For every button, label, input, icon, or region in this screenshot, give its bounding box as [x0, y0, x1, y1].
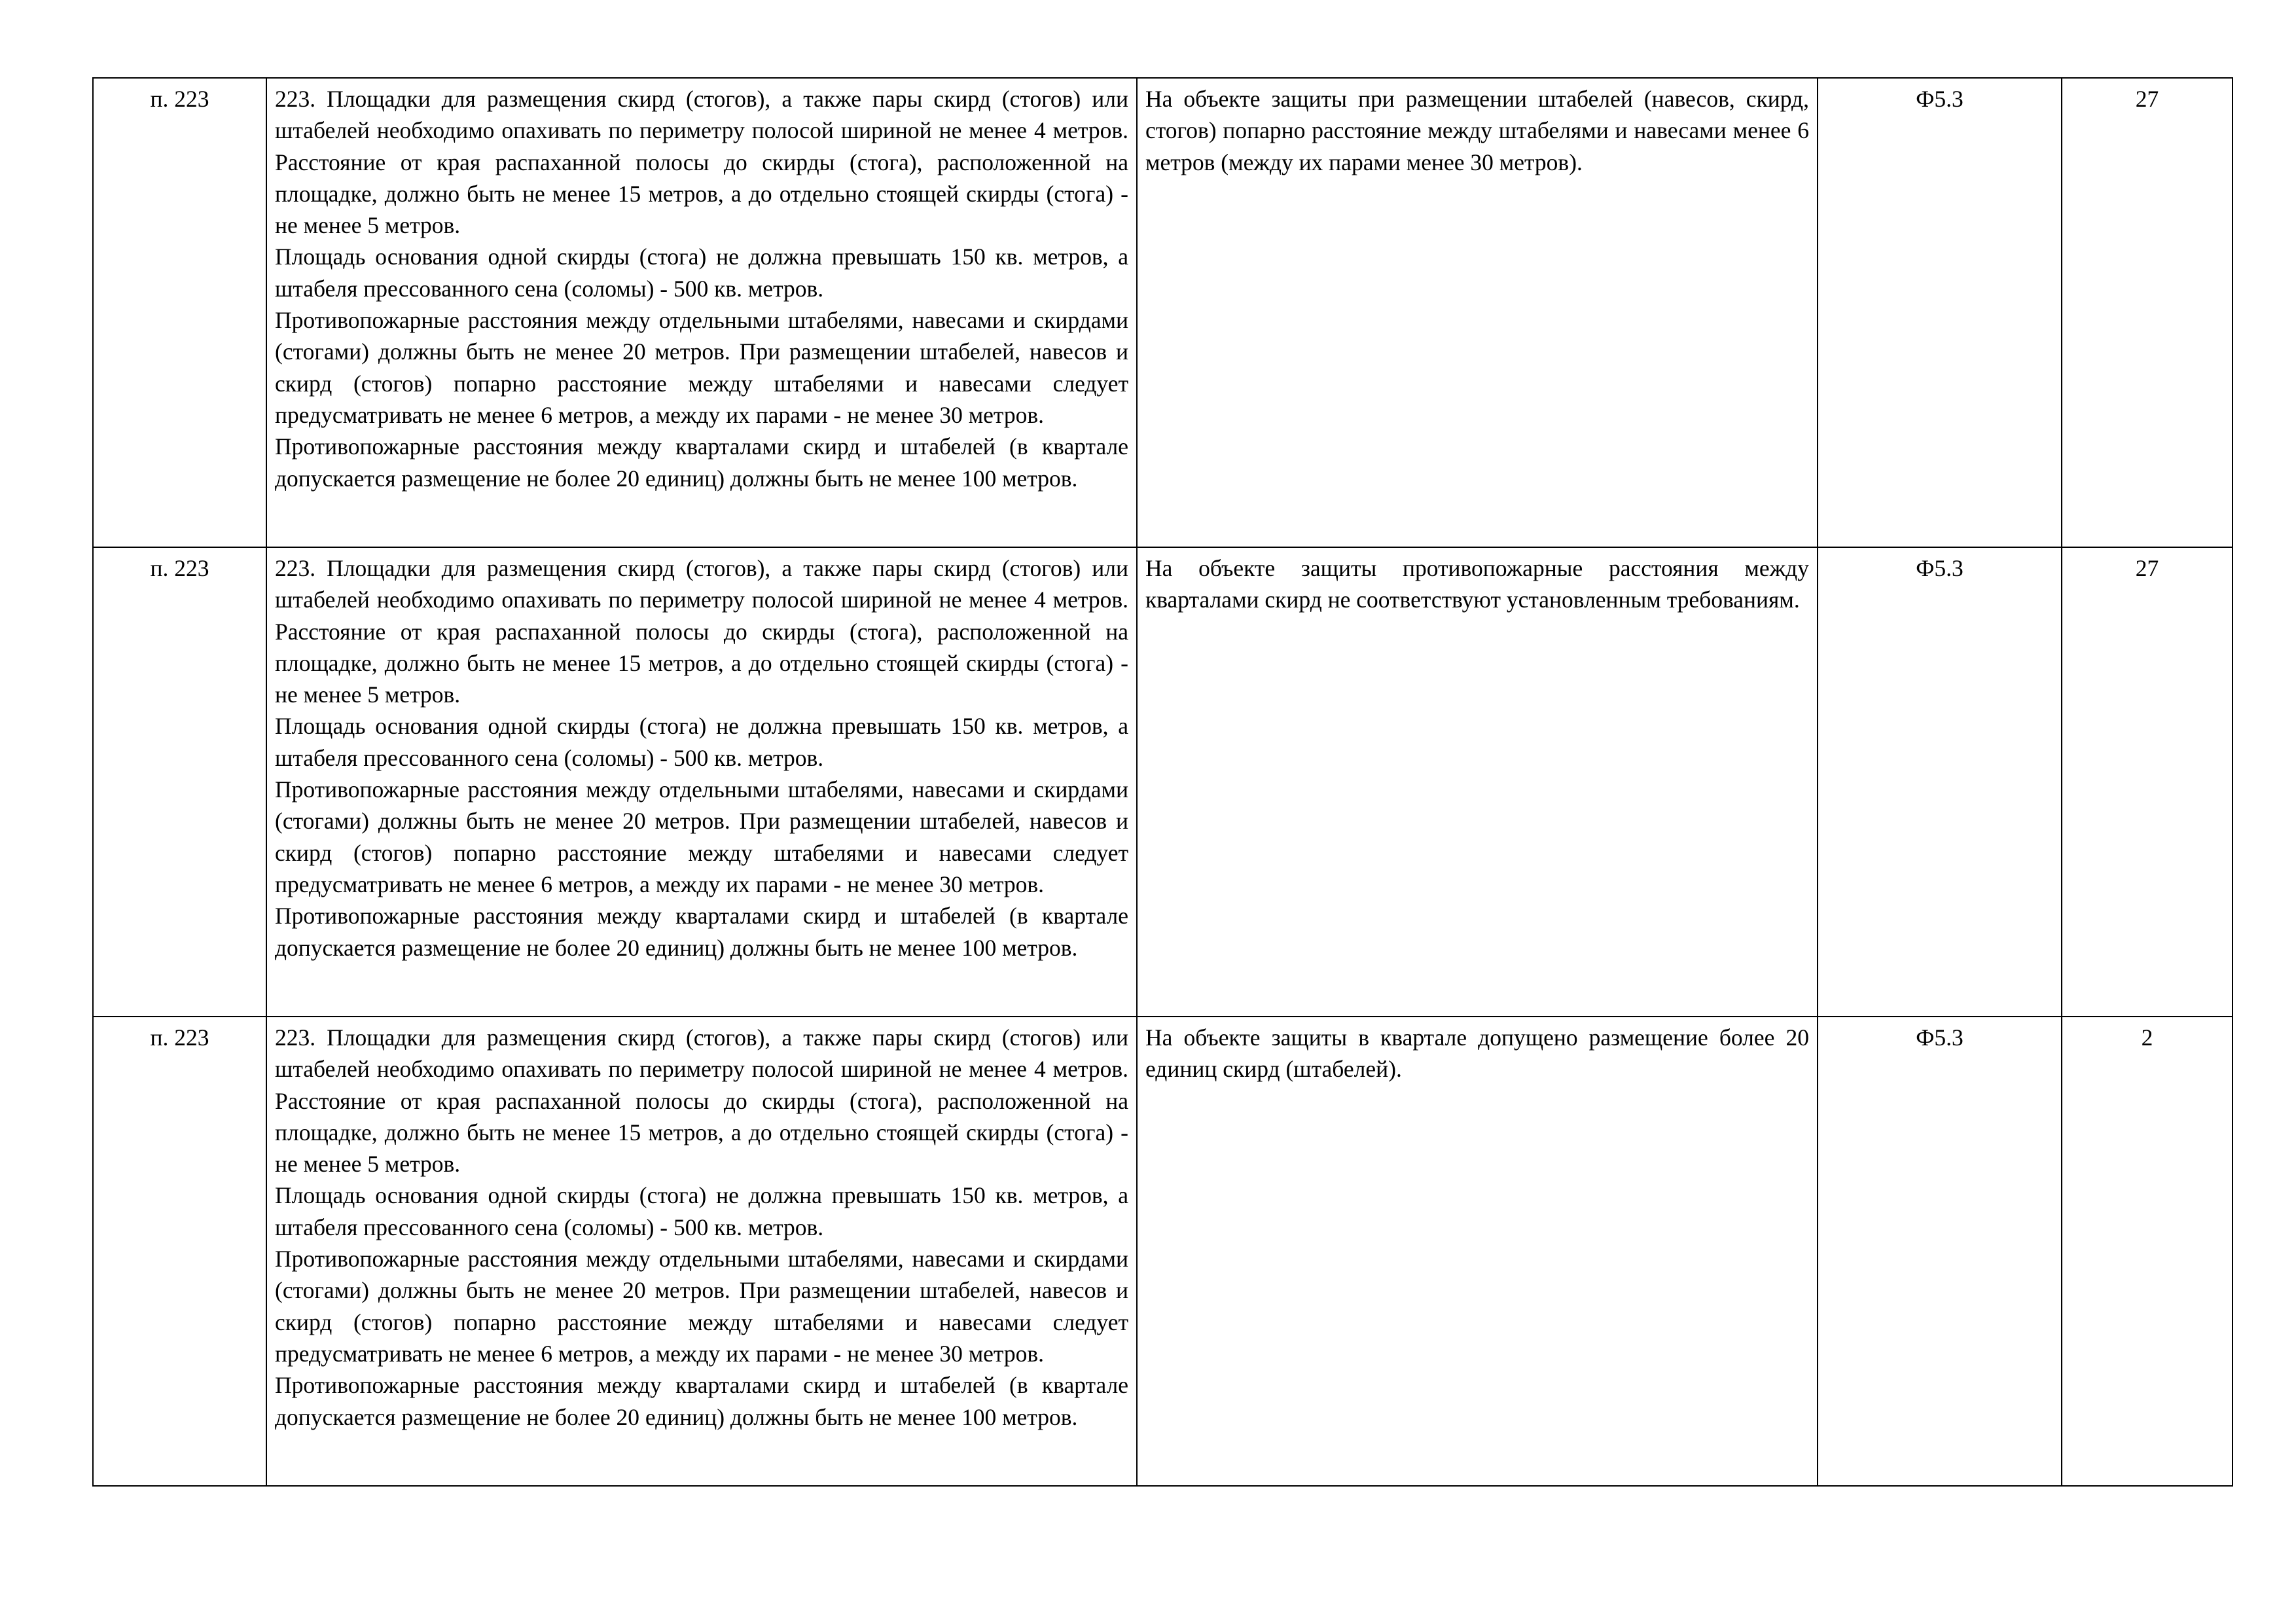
- requirement-text-cell: [266, 1017, 1137, 1486]
- requirement-paragraph: 223. Площадки для размещения скирд (стогов), а также пары скирд (стогов) или штабелей необходимо опахивать по периметру полосой шириной не менее 4 метров. Расстояние от края распаханной полосы до скирды (стога), расположенной на площадке, должно быть не менее 15 метров, а до отдельно стоящей скирды (стога) - не менее 5 метров.: [275, 86, 1128, 239]
- requirement-text-cell: [266, 547, 1137, 1017]
- violations-table: [92, 77, 2233, 1487]
- requirement-paragraph: Противопожарные расстояния между кварталами скирд и штабелей (в квартале допускается размещение не более 20 единиц) должны быть не менее 100 метров.: [275, 1372, 1128, 1430]
- rule-reference-cell: п. 223: [93, 78, 266, 547]
- requirement-paragraph: Площадь основания одной скирды (стога) не должна превышать 150 кв. метров, а штабеля прессованного сена (соломы) - 500 кв. метров.: [275, 713, 1128, 771]
- requirement-paragraph: Площадь основания одной скирды (стога) не должна превышать 150 кв. метров, а штабеля прессованного сена (соломы) - 500 кв. метров.: [275, 244, 1128, 302]
- quantity-cell: 27: [2062, 547, 2233, 1017]
- requirement-paragraph: Противопожарные расстояния между кварталами скирд и штабелей (в квартале допускается размещение не более 20 единиц) должны быть не менее 100 метров.: [275, 903, 1128, 961]
- fire-hazard-class-cell: Ф5.3: [1818, 78, 2062, 547]
- fire-hazard-class-cell: Ф5.3: [1818, 1017, 2062, 1486]
- requirement-paragraph: Противопожарные расстояния между отдельными штабелями, навесами и скирдами (стогами) должны быть не менее 20 метров. При размещении штабелей, навесов и скирд (стогов) попарно расстояние между штабелями и навесами следует предусматривать не менее 6 метров, а между их парами - не менее 30 метров.: [275, 1246, 1128, 1367]
- violation-description-cell: На объекте защиты противопожарные расстояния между кварталами скирд не соответствуют установленным требованиям.: [1137, 547, 1818, 1017]
- fire-hazard-class-cell: Ф5.3: [1818, 547, 2062, 1017]
- quantity-cell: 2: [2062, 1017, 2233, 1486]
- table-row: [93, 1017, 2233, 1486]
- violation-description-cell: На объекте защиты при размещении штабелей (навесов, скирд, стогов) попарно расстояние между штабелями и навесами менее 6 метров (между их парами менее 30 метров).: [1137, 78, 1818, 547]
- rule-reference-cell: п. 223: [93, 1017, 266, 1486]
- requirement-paragraph: Противопожарные расстояния между отдельными штабелями, навесами и скирдами (стогами) должны быть не менее 20 метров. При размещении штабелей, навесов и скирд (стогов) попарно расстояние между штабелями и навесами следует предусматривать не менее 6 метров, а между их парами - не менее 30 метров.: [275, 776, 1128, 897]
- requirement-text-cell: [266, 78, 1137, 547]
- violation-description-cell: На объекте защиты в квартале допущено размещение более 20 единиц скирд (штабелей).: [1137, 1017, 1818, 1486]
- requirement-paragraph: 223. Площадки для размещения скирд (стогов), а также пары скирд (стогов) или штабелей необходимо опахивать по периметру полосой шириной не менее 4 метров. Расстояние от края распаханной полосы до скирды (стога), расположенной на площадке, должно быть не менее 15 метров, а до отдельно стоящей скирды (стога) - не менее 5 метров.: [275, 555, 1128, 708]
- requirement-paragraph: Противопожарные расстояния между кварталами скирд и штабелей (в квартале допускается размещение не более 20 единиц) должны быть не менее 100 метров.: [275, 433, 1128, 492]
- requirement-paragraph: 223. Площадки для размещения скирд (стогов), а также пары скирд (стогов) или штабелей необходимо опахивать по периметру полосой шириной не менее 4 метров. Расстояние от края распаханной полосы до скирды (стога), расположенной на площадке, должно быть не менее 15 метров, а до отдельно стоящей скирды (стога) - не менее 5 метров.: [275, 1024, 1128, 1178]
- table-row: [93, 547, 2233, 1017]
- requirement-paragraph: Противопожарные расстояния между отдельными штабелями, навесами и скирдами (стогами) должны быть не менее 20 метров. При размещении штабелей, навесов и скирд (стогов) попарно расстояние между штабелями и навесами следует предусматривать не менее 6 метров, а между их парами - не менее 30 метров.: [275, 307, 1128, 428]
- table-row: [93, 78, 2233, 547]
- quantity-cell: 27: [2062, 78, 2233, 547]
- requirement-paragraph: Площадь основания одной скирды (стога) не должна превышать 150 кв. метров, а штабеля прессованного сена (соломы) - 500 кв. метров.: [275, 1182, 1128, 1240]
- rule-reference-cell: п. 223: [93, 547, 266, 1017]
